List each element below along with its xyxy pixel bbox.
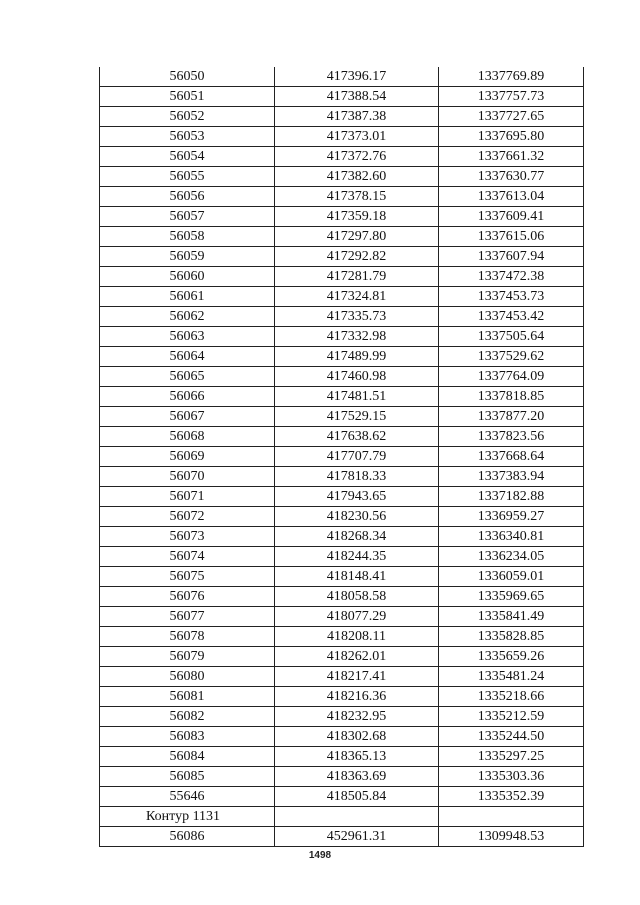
y-coordinate-cell: 1337453.73 [439, 287, 584, 307]
x-coordinate-cell: 417818.33 [275, 467, 439, 487]
y-coordinate-cell: 1337607.94 [439, 247, 584, 267]
table-row [100, 327, 584, 347]
y-coordinate-cell: 1335297.25 [439, 747, 584, 767]
table-row [100, 547, 584, 567]
table-row [100, 607, 584, 627]
table-row [100, 487, 584, 507]
point-number-cell: 56078 [100, 627, 275, 647]
point-number-cell: 56052 [100, 107, 275, 127]
table-row [100, 687, 584, 707]
x-coordinate-cell: 417332.98 [275, 327, 439, 347]
x-coordinate-cell: 418232.95 [275, 707, 439, 727]
x-coordinate-cell: 418365.13 [275, 747, 439, 767]
table-row [100, 147, 584, 167]
x-coordinate-cell: 417638.62 [275, 427, 439, 447]
y-coordinate-cell: 1337727.65 [439, 107, 584, 127]
y-coordinate-cell: 1337472.38 [439, 267, 584, 287]
y-coordinate-cell: 1336234.05 [439, 547, 584, 567]
y-coordinate-cell: 1337877.20 [439, 407, 584, 427]
table-row [100, 267, 584, 287]
table-row [100, 167, 584, 187]
y-coordinate-cell: 1337769.89 [439, 67, 584, 87]
table-row [100, 387, 584, 407]
y-coordinate-cell: 1336059.01 [439, 567, 584, 587]
table-row [100, 407, 584, 427]
x-coordinate-cell: 417489.99 [275, 347, 439, 367]
x-coordinate-cell: 418216.36 [275, 687, 439, 707]
y-coordinate-cell: 1335969.65 [439, 587, 584, 607]
x-coordinate-cell: 417335.73 [275, 307, 439, 327]
point-number-cell: 56060 [100, 267, 275, 287]
y-coordinate-cell: 1335841.49 [439, 607, 584, 627]
y-coordinate-cell: 1335212.59 [439, 707, 584, 727]
x-coordinate-cell: 418148.41 [275, 567, 439, 587]
x-coordinate-cell: 418262.01 [275, 647, 439, 667]
point-number-cell: 56074 [100, 547, 275, 567]
x-coordinate-cell: 417372.76 [275, 147, 439, 167]
table-row [100, 767, 584, 787]
y-coordinate-cell: 1337615.06 [439, 227, 584, 247]
point-number-cell: 56083 [100, 727, 275, 747]
y-coordinate-cell: 1337453.42 [439, 307, 584, 327]
x-coordinate-cell: 417460.98 [275, 367, 439, 387]
point-number-cell: 56072 [100, 507, 275, 527]
contour-label: Контур 1131 [100, 807, 275, 827]
table-row [100, 567, 584, 587]
x-coordinate-cell: 417387.38 [275, 107, 439, 127]
y-coordinate-cell: 1337668.64 [439, 447, 584, 467]
point-number-cell: 56054 [100, 147, 275, 167]
page-number: 1498 [308, 850, 332, 861]
y-coordinate-cell: 1336959.27 [439, 507, 584, 527]
x-coordinate-cell: 417382.60 [275, 167, 439, 187]
table-row [100, 127, 584, 147]
point-number-cell: 56085 [100, 767, 275, 787]
point-number-cell: 56059 [100, 247, 275, 267]
coordinates-table [99, 67, 584, 847]
table-row [100, 427, 584, 447]
y-coordinate-cell: 1337383.94 [439, 467, 584, 487]
point-number-cell: 56062 [100, 307, 275, 327]
table-row [100, 647, 584, 667]
y-coordinate-cell: 1337764.09 [439, 367, 584, 387]
table-row [100, 787, 584, 807]
empty-cell [439, 807, 584, 827]
y-coordinate-cell: 1335352.39 [439, 787, 584, 807]
table-row [100, 87, 584, 107]
contour-header-row [100, 807, 584, 827]
x-coordinate-cell: 418208.11 [275, 627, 439, 647]
table-row [100, 207, 584, 227]
point-number-cell: 56066 [100, 387, 275, 407]
y-coordinate-cell: 1337529.62 [439, 347, 584, 367]
x-coordinate-cell: 417943.65 [275, 487, 439, 507]
x-coordinate-cell: 417481.51 [275, 387, 439, 407]
x-coordinate-cell: 418244.35 [275, 547, 439, 567]
y-coordinate-cell: 1335303.36 [439, 767, 584, 787]
x-coordinate-cell: 417396.17 [275, 67, 439, 87]
point-number-cell: 56073 [100, 527, 275, 547]
x-coordinate-cell: 418363.69 [275, 767, 439, 787]
x-coordinate-cell: 418217.41 [275, 667, 439, 687]
point-number-cell: 56071 [100, 487, 275, 507]
table-row [100, 287, 584, 307]
y-coordinate-cell: 1337757.73 [439, 87, 584, 107]
x-coordinate-cell: 417378.15 [275, 187, 439, 207]
y-coordinate-cell: 1337818.85 [439, 387, 584, 407]
table-row [100, 247, 584, 267]
table-row [100, 107, 584, 127]
y-coordinate-cell: 1337613.04 [439, 187, 584, 207]
x-coordinate-cell: 417373.01 [275, 127, 439, 147]
table-row [100, 707, 584, 727]
x-coordinate-cell: 418058.58 [275, 587, 439, 607]
x-coordinate-cell: 418230.56 [275, 507, 439, 527]
y-coordinate-cell: 1337182.88 [439, 487, 584, 507]
point-number-cell: 56079 [100, 647, 275, 667]
point-number-cell: 56082 [100, 707, 275, 727]
point-number-cell: 56067 [100, 407, 275, 427]
table-row [100, 727, 584, 747]
table-row [100, 447, 584, 467]
point-number-cell: 56057 [100, 207, 275, 227]
point-number-cell: 56077 [100, 607, 275, 627]
table-row [100, 187, 584, 207]
x-coordinate-cell: 417707.79 [275, 447, 439, 467]
point-number-cell: 56086 [100, 827, 275, 847]
table-row [100, 347, 584, 367]
y-coordinate-cell: 1335244.50 [439, 727, 584, 747]
y-coordinate-cell: 1335828.85 [439, 627, 584, 647]
x-coordinate-cell: 417324.81 [275, 287, 439, 307]
y-coordinate-cell: 1335218.66 [439, 687, 584, 707]
point-number-cell: 56065 [100, 367, 275, 387]
table-row [100, 227, 584, 247]
table-row [100, 307, 584, 327]
point-number-cell: 56084 [100, 747, 275, 767]
point-number-cell: 56056 [100, 187, 275, 207]
table-row [100, 527, 584, 547]
y-coordinate-cell: 1337695.80 [439, 127, 584, 147]
point-number-cell: 56050 [100, 67, 275, 87]
x-coordinate-cell: 417359.18 [275, 207, 439, 227]
coordinates-table-body [100, 67, 584, 847]
y-coordinate-cell: 1337823.56 [439, 427, 584, 447]
y-coordinate-cell: 1336340.81 [439, 527, 584, 547]
table-row [100, 587, 584, 607]
point-number-cell: 56070 [100, 467, 275, 487]
table-row [100, 367, 584, 387]
x-coordinate-cell: 417292.82 [275, 247, 439, 267]
table-row [100, 747, 584, 767]
x-coordinate-cell: 417529.15 [275, 407, 439, 427]
point-number-cell: 56063 [100, 327, 275, 347]
point-number-cell: 56051 [100, 87, 275, 107]
point-number-cell: 56076 [100, 587, 275, 607]
x-coordinate-cell: 418268.34 [275, 527, 439, 547]
point-number-cell: 56081 [100, 687, 275, 707]
y-coordinate-cell: 1337630.77 [439, 167, 584, 187]
point-number-cell: 56055 [100, 167, 275, 187]
x-coordinate-cell: 452961.31 [275, 827, 439, 847]
y-coordinate-cell: 1337661.32 [439, 147, 584, 167]
point-number-cell: 56058 [100, 227, 275, 247]
table-row [100, 667, 584, 687]
table-row [100, 627, 584, 647]
y-coordinate-cell: 1335659.26 [439, 647, 584, 667]
x-coordinate-cell: 417281.79 [275, 267, 439, 287]
x-coordinate-cell: 418077.29 [275, 607, 439, 627]
point-number-cell: 56068 [100, 427, 275, 447]
table-row [100, 67, 584, 87]
y-coordinate-cell: 1309948.53 [439, 827, 584, 847]
y-coordinate-cell: 1337505.64 [439, 327, 584, 347]
x-coordinate-cell: 417388.54 [275, 87, 439, 107]
empty-cell [275, 807, 439, 827]
point-number-cell: 56064 [100, 347, 275, 367]
table-row [100, 507, 584, 527]
point-number-cell: 56075 [100, 567, 275, 587]
y-coordinate-cell: 1337609.41 [439, 207, 584, 227]
point-number-cell: 56053 [100, 127, 275, 147]
point-number-cell: 56080 [100, 667, 275, 687]
x-coordinate-cell: 418302.68 [275, 727, 439, 747]
point-number-cell: 55646 [100, 787, 275, 807]
point-number-cell: 56061 [100, 287, 275, 307]
point-number-cell: 56069 [100, 447, 275, 467]
table-row [100, 467, 584, 487]
y-coordinate-cell: 1335481.24 [439, 667, 584, 687]
table-row [100, 827, 584, 847]
x-coordinate-cell: 418505.84 [275, 787, 439, 807]
x-coordinate-cell: 417297.80 [275, 227, 439, 247]
